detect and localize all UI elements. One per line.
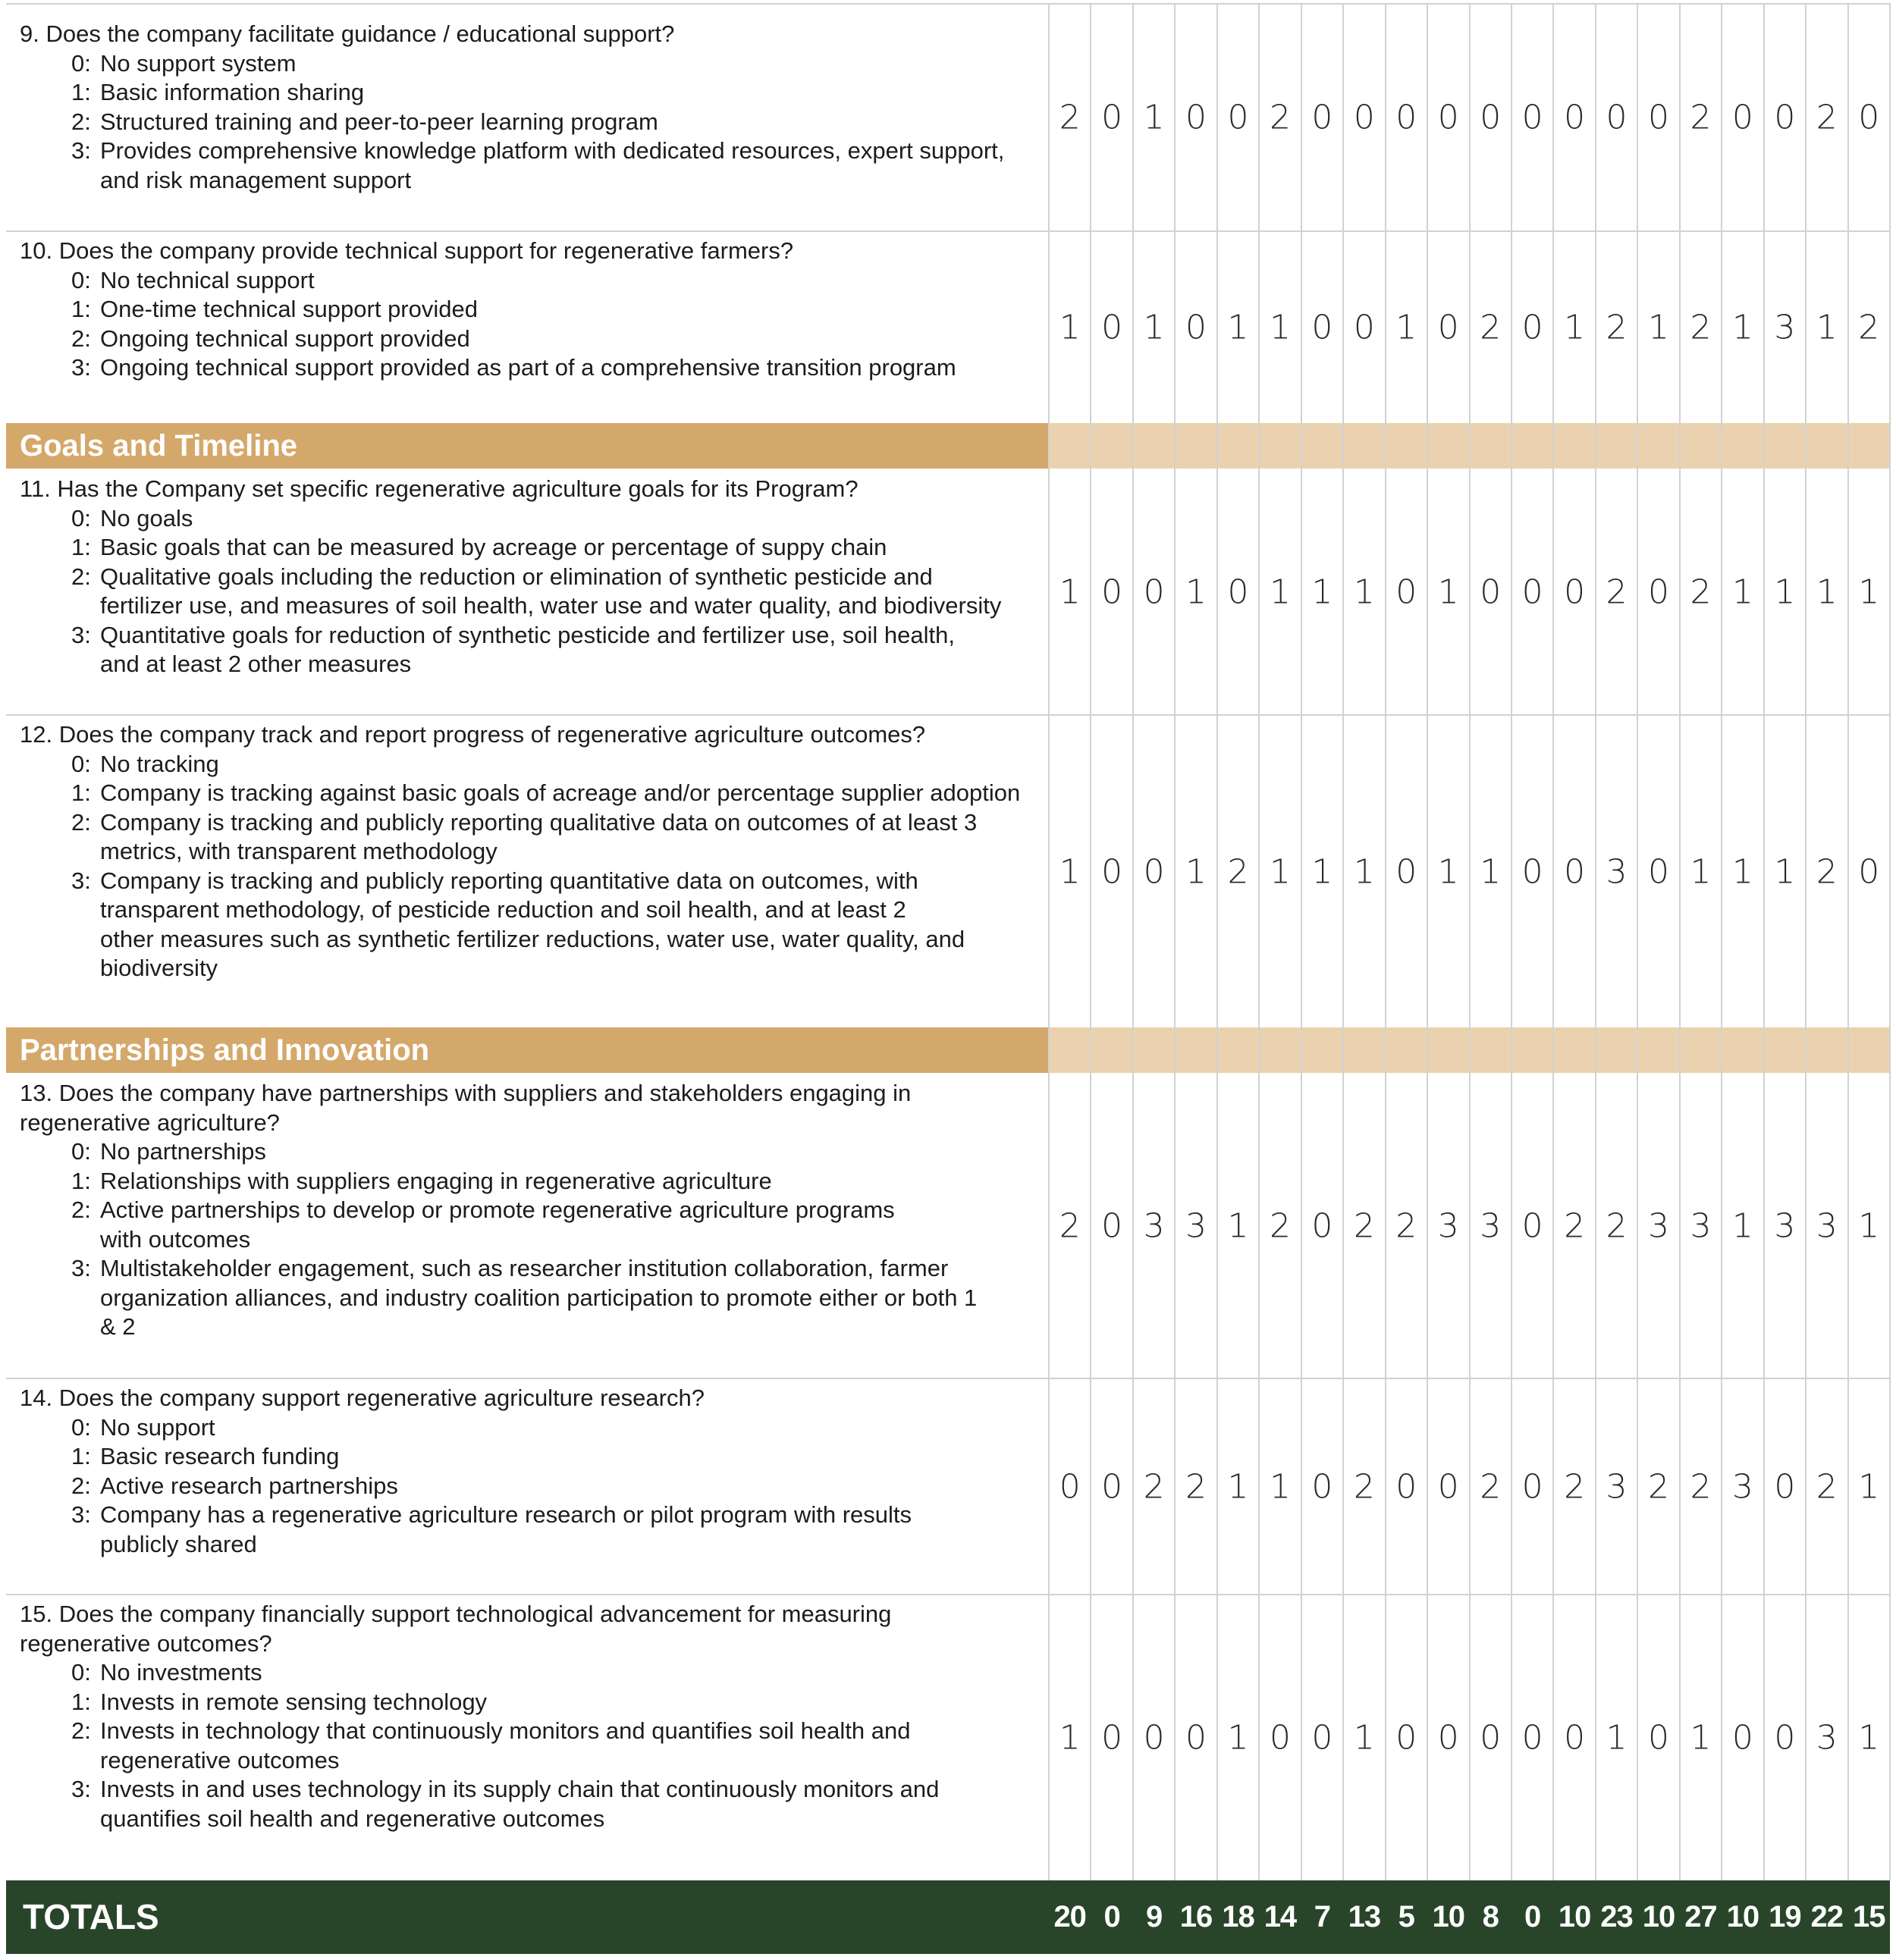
score-cell: 0: [1480, 1718, 1502, 1758]
score-cell: 0: [1731, 1718, 1753, 1758]
score-cell: 0: [1521, 308, 1543, 347]
score-cell: 0: [1311, 98, 1333, 137]
score-cell: 0: [1521, 572, 1543, 612]
option-3: [6, 1775, 1049, 1833]
option-label: 1:: [71, 534, 91, 560]
option-label: 2:: [71, 1196, 91, 1223]
score-cell: 0: [1101, 1206, 1123, 1246]
score-cell: 1: [1059, 308, 1081, 347]
score-cell: 0: [1647, 572, 1669, 612]
section-header-partnerships: [6, 1027, 1890, 1073]
score-cell: 2: [1480, 308, 1502, 347]
score-cell: 1: [1269, 308, 1291, 347]
score-cell: 1: [1059, 572, 1081, 612]
option-label: 3:: [71, 137, 91, 164]
option-label: 3:: [71, 1776, 91, 1802]
score-cell: 0: [1858, 852, 1880, 891]
option-text: Active research partnerships: [100, 1472, 398, 1499]
score-cell: 1: [1731, 572, 1753, 612]
option-label: 0:: [71, 750, 91, 777]
option-label: 2:: [71, 325, 91, 352]
option-label: 3:: [71, 867, 91, 894]
option-text: Company is tracking against basic goals of acreage and/or percentage supplier adoption: [100, 779, 1021, 806]
total-value: 10: [1558, 1900, 1591, 1933]
option-text: Multistakeholder engagement, such as researcher institution collaboration, farmer organization alliances, and industry coalition participation to promote either or both 1 & 2: [100, 1255, 978, 1340]
score-cell: 0: [1143, 572, 1165, 612]
score-cell: 0: [1606, 98, 1628, 137]
score-cell: 0: [1480, 572, 1502, 612]
score-cell: 2: [1395, 1206, 1417, 1246]
score-cell: 1: [1269, 1467, 1291, 1506]
score-cell: 0: [1521, 1467, 1543, 1506]
score-cell: 2: [1143, 1467, 1165, 1506]
option-1: [6, 1442, 1049, 1472]
option-0: [6, 750, 1049, 779]
score-cell: 2: [1185, 1467, 1207, 1506]
option-text: No technical support: [100, 266, 315, 293]
option-label: 3:: [71, 621, 91, 648]
score-cell: 1: [1690, 1718, 1712, 1758]
option-text: Ongoing technical support provided as part of a comprehensive transition program: [100, 354, 956, 381]
option-text: Company has a regenerative agriculture research or pilot program with results publicly shared: [100, 1501, 912, 1557]
option-label: 0:: [71, 266, 91, 293]
score-cell: 3: [1774, 308, 1796, 347]
column-line: [1847, 3, 1849, 1880]
score-cell: 0: [1143, 1718, 1165, 1758]
score-cell: 2: [1647, 1467, 1669, 1506]
score-cell: 0: [1437, 308, 1459, 347]
option-text: No support system: [100, 49, 297, 77]
option-text: Basic information sharing: [100, 79, 365, 105]
score-cell: 1: [1858, 1206, 1880, 1246]
score-cell: 0: [1521, 1718, 1543, 1758]
total-value: 9: [1145, 1900, 1163, 1933]
option-0: [6, 504, 1049, 534]
score-cell: 1: [1690, 852, 1712, 891]
option-2: [6, 1196, 1049, 1254]
score-cell: 1: [1858, 1467, 1880, 1506]
score-cell: 2: [1269, 98, 1291, 137]
score-cell: 2: [1816, 852, 1838, 891]
column-line: [1763, 3, 1765, 1880]
total-value: 10: [1642, 1900, 1675, 1933]
option-text: Ongoing technical support provided: [100, 325, 470, 352]
score-cell: 0: [1395, 98, 1417, 137]
option-1: [6, 779, 1049, 808]
option-2: [6, 1717, 1049, 1775]
column-line: [1805, 3, 1807, 1880]
option-label: 2:: [71, 1472, 91, 1499]
question-row-12: [6, 716, 1890, 1027]
score-cell: 1: [1353, 852, 1375, 891]
score-cell: 0: [1311, 1206, 1333, 1246]
column-line: [1216, 3, 1218, 1880]
option-2: [6, 1472, 1049, 1501]
total-value: 14: [1263, 1900, 1297, 1933]
score-cell: 3: [1480, 1206, 1502, 1246]
option-text: Invests in remote sensing technology: [100, 1688, 488, 1715]
option-label: 1:: [71, 1443, 91, 1469]
option-label: 1:: [71, 1688, 91, 1715]
score-cell: 0: [1101, 98, 1123, 137]
section-header-goals: [6, 423, 1890, 469]
option-3: [6, 1501, 1049, 1559]
question-title: 10. Does the company provide technical support for regenerative farmers?: [20, 237, 794, 264]
option-1: [6, 1167, 1049, 1196]
option-label: 2:: [71, 808, 91, 836]
score-cell: 0: [1101, 1718, 1123, 1758]
score-cell: 1: [1606, 1718, 1628, 1758]
score-cell: 1: [1395, 308, 1417, 347]
question-row-14: [6, 1379, 1890, 1594]
score-cell: 1: [1311, 572, 1333, 612]
score-cell: 3: [1816, 1206, 1838, 1246]
total-value: 22: [1810, 1900, 1844, 1933]
score-cell: 2: [1269, 1206, 1291, 1246]
option-text: Structured training and peer-to-peer learning program: [100, 108, 658, 135]
option-text: One-time technical support provided: [100, 296, 478, 322]
score-cell: 0: [1185, 98, 1207, 137]
option-text: No goals: [100, 504, 193, 532]
score-cell: 0: [1395, 1467, 1417, 1506]
question-text: [6, 716, 1049, 983]
score-cell: 0: [1101, 1467, 1123, 1506]
question-text: [6, 232, 1049, 383]
score-cell: 0: [1395, 572, 1417, 612]
score-cell: 2: [1606, 572, 1628, 612]
score-cell: 2: [1353, 1206, 1375, 1246]
score-cell: 0: [1564, 852, 1586, 891]
score-cell: 1: [1731, 308, 1753, 347]
total-value: 5: [1398, 1900, 1414, 1933]
score-cell: 0: [1353, 98, 1375, 137]
score-cell: 0: [1227, 572, 1249, 612]
question-text: [6, 1379, 1049, 1559]
score-cell: 0: [1101, 572, 1123, 612]
score-cell: 2: [1816, 1467, 1838, 1506]
score-cell: 0: [1774, 1718, 1796, 1758]
question-text: [6, 1595, 1049, 1833]
option-label: 0:: [71, 1138, 91, 1165]
total-value: 18: [1222, 1900, 1254, 1933]
total-value: 20: [1053, 1900, 1086, 1933]
total-value: 8: [1482, 1900, 1499, 1933]
question-title: 9. Does the company facilitate guidance / educational support?: [20, 20, 675, 47]
score-cell: 1: [1269, 572, 1291, 612]
score-cell: 1: [1731, 1206, 1753, 1246]
question-title: 15. Does the company financially support technological advancement for measuring regenerative outcomes?: [20, 1601, 892, 1657]
score-cell: 2: [1606, 308, 1628, 347]
total-value: 23: [1600, 1900, 1633, 1933]
total-value: 10: [1726, 1900, 1759, 1933]
option-text: Quantitative goals for reduction of synthetic pesticide and fertilizer use, soil health, and at least 2 other measures: [100, 621, 955, 677]
total-value: 0: [1103, 1900, 1120, 1933]
option-text: No support: [100, 1413, 215, 1441]
option-1: [6, 295, 1049, 325]
column-line: [1132, 3, 1134, 1880]
score-cell: 1: [1143, 98, 1165, 137]
score-cell: 3: [1437, 1206, 1459, 1246]
option-text: Invests in technology that continuously monitors and quantifies soil health and regenerative outcomes: [100, 1717, 911, 1773]
option-0: [6, 49, 1049, 79]
question-row-9: [6, 5, 1890, 230]
option-1: [6, 533, 1049, 563]
score-cell: 0: [1647, 1718, 1669, 1758]
question-row-15: [6, 1595, 1890, 1880]
option-3: [6, 136, 1049, 195]
score-cell: 1: [1227, 1206, 1249, 1246]
score-cell: 1: [1480, 852, 1502, 891]
option-text: Invests in and uses technology in its supply chain that continuously monitors and quantifies soil health and regenerative outcomes: [100, 1776, 940, 1832]
score-cell: 2: [1606, 1206, 1628, 1246]
question-title: 12. Does the company track and report progress of regenerative agriculture outcomes?: [20, 721, 926, 748]
score-cell: 2: [1227, 852, 1249, 891]
option-text: Basic goals that can be measured by acreage or percentage of suppy chain: [100, 534, 887, 560]
score-cell: 0: [1143, 852, 1165, 891]
total-value: 10: [1432, 1900, 1464, 1933]
score-cell: 1: [1227, 1718, 1249, 1758]
score-cell: 2: [1690, 572, 1712, 612]
score-cell: 0: [1269, 1718, 1291, 1758]
column-line: [1427, 3, 1428, 1880]
score-cell: 1: [1185, 852, 1207, 891]
section-title: Partnerships and Innovation: [6, 1027, 1049, 1073]
option-text: Company is tracking and publicly reporting qualitative data on outcomes of at least 3 metrics, with transparent methodology: [100, 808, 978, 864]
option-label: 1:: [71, 296, 91, 322]
option-label: 0:: [71, 1659, 91, 1686]
score-cell: 0: [1353, 308, 1375, 347]
score-cell: 1: [1353, 572, 1375, 612]
score-cell: 0: [1564, 1718, 1586, 1758]
column-line: [1469, 3, 1471, 1880]
score-cell: 2: [1816, 98, 1838, 137]
score-cell: 2: [1353, 1467, 1375, 1506]
score-cell: 0: [1647, 98, 1669, 137]
score-cell: 1: [1858, 572, 1880, 612]
question-row-11: [6, 470, 1890, 714]
score-cell: 2: [1858, 308, 1880, 347]
score-cell: 1: [1858, 1718, 1880, 1758]
score-cell: 3: [1774, 1206, 1796, 1246]
score-cell: 2: [1480, 1467, 1502, 1506]
score-cell: 0: [1647, 852, 1669, 891]
score-cell: 2: [1564, 1467, 1586, 1506]
score-cell: 1: [1564, 308, 1586, 347]
score-cell: 1: [1059, 852, 1081, 891]
column-line: [1342, 3, 1344, 1880]
score-cell: 0: [1437, 98, 1459, 137]
option-label: 2:: [71, 1717, 91, 1744]
column-line: [1385, 3, 1386, 1880]
total-value: 27: [1684, 1900, 1717, 1933]
score-cell: 2: [1690, 98, 1712, 137]
score-cell: 0: [1564, 98, 1586, 137]
score-cell: 0: [1227, 98, 1249, 137]
score-cell: 1: [1816, 308, 1838, 347]
option-label: 1:: [71, 1167, 91, 1194]
option-1: [6, 1688, 1049, 1717]
question-row-10: [6, 232, 1890, 423]
score-cell: 2: [1059, 98, 1081, 137]
score-cell: 2: [1564, 1206, 1586, 1246]
score-cell: 0: [1731, 98, 1753, 137]
score-cell: 0: [1564, 572, 1586, 612]
option-label: 3:: [71, 1501, 91, 1528]
score-cell: 3: [1731, 1467, 1753, 1506]
score-cell: 0: [1395, 1718, 1417, 1758]
option-2: [6, 808, 1049, 867]
option-0: [6, 266, 1049, 296]
score-cell: 3: [1143, 1206, 1165, 1246]
option-text: Provides comprehensive knowledge platform with dedicated resources, expert support, and risk management support: [100, 137, 1005, 193]
option-3: [6, 1254, 1049, 1342]
score-cell: 1: [1059, 1718, 1081, 1758]
score-cell: 0: [1858, 98, 1880, 137]
score-cell: 0: [1774, 98, 1796, 137]
score-cell: 1: [1143, 308, 1165, 347]
score-cell: 0: [1311, 1718, 1333, 1758]
question-row-13: [6, 1074, 1890, 1378]
totals-label: TOTALS: [23, 1897, 159, 1936]
column-line: [1258, 3, 1260, 1880]
option-3: [6, 621, 1049, 679]
column-line: [1301, 3, 1302, 1880]
score-cell: 3: [1606, 1467, 1628, 1506]
option-text: Qualitative goals including the reduction or elimination of synthetic pesticide and fertilizer use, and measures of soil health, water use and water quality, and biodiversity: [100, 563, 1002, 619]
score-cell: 3: [1606, 852, 1628, 891]
question-text: [6, 5, 1049, 195]
option-text: Basic research funding: [100, 1443, 340, 1469]
section-title: Goals and Timeline: [6, 423, 1049, 469]
score-cell: 2: [1059, 1206, 1081, 1246]
option-label: 2:: [71, 108, 91, 135]
option-label: 1:: [71, 79, 91, 105]
score-cell: 0: [1437, 1467, 1459, 1506]
option-1: [6, 78, 1049, 108]
score-cell: 1: [1185, 572, 1207, 612]
option-label: 0:: [71, 49, 91, 77]
option-3: [6, 353, 1049, 383]
option-text: Relationships with suppliers engaging in regenerative agriculture: [100, 1167, 772, 1194]
score-cell: 1: [1437, 572, 1459, 612]
option-text: No partnerships: [100, 1138, 266, 1165]
score-cell: 2: [1690, 1467, 1712, 1506]
option-text: Company is tracking and publicly reporting quantitative data on outcomes, with transparent methodology, of pesticide reduction and soil health, and at least 2 other measures such as synthetic fertilizer reductions, water use, water quality, and biodiversity: [100, 867, 965, 981]
score-cell: 1: [1227, 1467, 1249, 1506]
score-cell: 0: [1437, 1718, 1459, 1758]
score-cell: 0: [1521, 98, 1543, 137]
option-label: 0:: [71, 1413, 91, 1441]
option-3: [6, 867, 1049, 983]
score-cell: 0: [1101, 308, 1123, 347]
score-cell: 1: [1269, 852, 1291, 891]
option-0: [6, 1658, 1049, 1688]
option-2: [6, 563, 1049, 621]
score-cell: 1: [1437, 852, 1459, 891]
column-line: [1679, 3, 1681, 1880]
score-cell: 1: [1647, 308, 1669, 347]
question-title: 14. Does the company support regenerative agriculture research?: [20, 1385, 705, 1411]
score-cell: 2: [1690, 308, 1712, 347]
option-2: [6, 325, 1049, 354]
score-cell: 0: [1480, 98, 1502, 137]
question-text: [6, 1074, 1049, 1342]
option-0: [6, 1137, 1049, 1167]
score-cell: 1: [1353, 1718, 1375, 1758]
score-cell: 3: [1185, 1206, 1207, 1246]
column-line: [1048, 3, 1050, 1880]
option-2: [6, 108, 1049, 137]
score-cell: 1: [1311, 852, 1333, 891]
score-cell: 1: [1774, 572, 1796, 612]
column-line: [1090, 3, 1091, 1880]
option-text: No investments: [100, 1659, 262, 1686]
option-label: 3:: [71, 354, 91, 381]
totals-bar: [6, 1880, 1890, 1954]
option-label: 3:: [71, 1255, 91, 1281]
option-text: No tracking: [100, 750, 219, 777]
score-cell: 3: [1647, 1206, 1669, 1246]
option-label: 1:: [71, 779, 91, 806]
column-line: [1174, 3, 1176, 1880]
score-cell: 1: [1774, 852, 1796, 891]
option-label: 0:: [71, 504, 91, 532]
score-cell: 0: [1311, 1467, 1333, 1506]
column-line: [1595, 3, 1596, 1880]
score-cell: 0: [1059, 1467, 1081, 1506]
column-line: [1721, 3, 1722, 1880]
option-label: 2:: [71, 563, 91, 590]
score-cell: 1: [1227, 308, 1249, 347]
column-line: [1637, 3, 1638, 1880]
score-cell: 0: [1395, 852, 1417, 891]
score-cell: 1: [1816, 572, 1838, 612]
column-line: [1889, 3, 1891, 1880]
score-cell: 0: [1185, 308, 1207, 347]
score-cell: 0: [1521, 852, 1543, 891]
total-value: 13: [1348, 1900, 1381, 1933]
question-title: 13. Does the company have partnerships with suppliers and stakeholders engaging in regenerative agriculture?: [20, 1080, 912, 1136]
option-text: Active partnerships to develop or promote regenerative agriculture programs with outcomes: [100, 1196, 895, 1253]
total-value: 7: [1314, 1900, 1330, 1933]
score-cell: 0: [1101, 852, 1123, 891]
total-value: 15: [1852, 1900, 1885, 1933]
total-value: 0: [1524, 1900, 1541, 1933]
question-text: [6, 470, 1049, 679]
option-0: [6, 1413, 1049, 1443]
column-line: [1552, 3, 1554, 1880]
score-cell: 3: [1816, 1718, 1838, 1758]
score-cell: 1: [1731, 852, 1753, 891]
question-title: 11. Has the Company set specific regenerative agriculture goals for its Program?: [20, 475, 859, 502]
score-cell: 0: [1311, 308, 1333, 347]
column-line: [1511, 3, 1512, 1880]
total-value: 16: [1179, 1900, 1213, 1933]
total-value: 19: [1769, 1900, 1801, 1933]
score-cell: 3: [1690, 1206, 1712, 1246]
score-cell: 0: [1521, 1206, 1543, 1246]
score-cell: 0: [1774, 1467, 1796, 1506]
score-cell: 0: [1185, 1718, 1207, 1758]
